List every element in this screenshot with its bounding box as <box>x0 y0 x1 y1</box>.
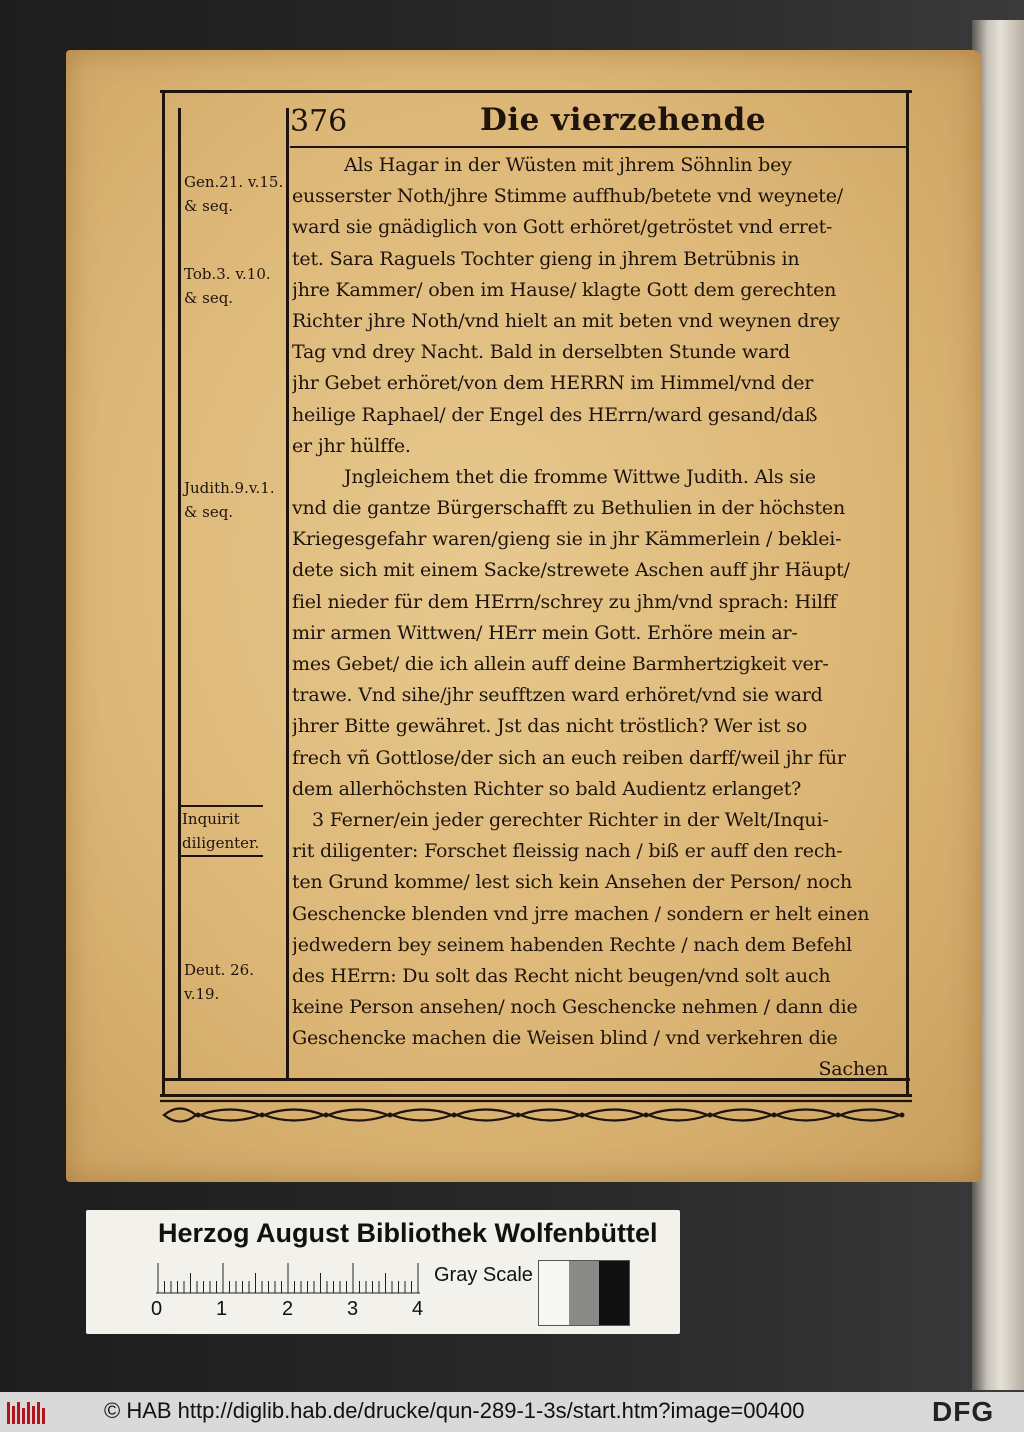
margin-notes <box>180 150 288 1050</box>
gray-patch-black <box>599 1261 629 1325</box>
text-line: dem allerhöchsten Richter so bald Audientz erlanget? <box>292 777 802 800</box>
text-line: Geschencke blenden vnd jrre machen / sondern er helt einen <box>292 902 870 925</box>
catchword: Sachen <box>818 1058 888 1081</box>
frame-rule-top <box>160 90 912 93</box>
dfg-logo: DFG <box>932 1396 995 1427</box>
text-line: jhrer Bitte gewähret. Jst das nicht tröstlich? Wer ist so <box>292 715 808 738</box>
text-line: fiel nieder für dem HErrn/schrey zu jhm/vnd sprach: Hilff <box>292 590 837 613</box>
text-line: eusserster Noth/jhre Stimme auffhub/betete vnd weynete/ <box>292 185 843 208</box>
text-line: tet. Sara Raguels Tochter gieng in jhrem Betrübnis in <box>292 247 800 270</box>
page-header <box>290 100 910 144</box>
ruler-number: 2 <box>282 1298 294 1320</box>
library-name: Herzog August Bibliothek Wolfenbüttel <box>158 1218 658 1248</box>
body-text <box>292 150 906 1086</box>
gray-patch-mid <box>569 1261 599 1325</box>
frame-rule-right <box>906 90 909 1096</box>
ruler-number: 1 <box>216 1298 228 1320</box>
text-line: dete sich mit einem Sacke/strewete Aschen auff jhr Häupt/ <box>292 559 850 582</box>
text-line: mir armen Wittwen/ HErr mein Gott. Erhöre mein ar- <box>292 621 798 644</box>
gray-patch-white <box>539 1261 569 1325</box>
text-line: jhre Kammer/ oben im Hause/ klagte Gott dem gerechten <box>292 278 837 301</box>
page-number: 376 <box>290 104 348 139</box>
text-line: Kriegesgefahr waren/gieng sie in jhr Kämmerlein / beklei- <box>292 528 842 551</box>
text-line: frech vñ Gottlose/der sich an euch reiben darff/weil jhr für <box>292 746 846 769</box>
text-line: er jhr hülffe. <box>292 434 411 457</box>
frame-rule-left-outer <box>162 90 165 1096</box>
ruler-number: 3 <box>347 1298 359 1320</box>
text-line: trawe. Vnd sihe/jhr seufftzen ward erhöret/vnd sie ward <box>292 684 823 707</box>
margin-note: Tob.3. v.10. & seq. <box>184 265 271 307</box>
hab-logo-icon <box>6 1400 50 1426</box>
text-line: Geschencke machen die Weisen blind / vnd verkehren die <box>292 1027 838 1050</box>
text-line: mes Gebet/ die ich allein auff deine Barmhertzigkeit ver- <box>292 653 829 675</box>
margin-note: Gen.21. v.15. & seq. <box>184 173 284 215</box>
margin-note: Judith.9.v.1. & seq. <box>184 479 275 521</box>
running-head: Die vierzehende <box>480 102 767 138</box>
gray-scale-label: Gray Scale <box>434 1264 533 1286</box>
gray-scale-patches <box>538 1260 630 1326</box>
text-line: keine Person ansehen/ noch Geschencke nehmen / dann die <box>292 996 858 1019</box>
ruler-scale <box>156 1262 426 1294</box>
text-line: 3 Ferner/ein jeder gerechter Richter in der Welt/Inqui- <box>312 808 829 831</box>
calibration-strip <box>86 1210 680 1334</box>
ruler-number: 0 <box>151 1298 163 1320</box>
text-line: ward sie gnädiglich von Gott erhöret/getröstet vnd erret- <box>292 216 833 239</box>
text-line: jhr Gebet erhöret/von dem HERRN im Himmel/vnd der <box>292 372 814 395</box>
text-line: Richter jhre Noth/vnd hielt an mit beten vnd weynen drey <box>292 309 840 332</box>
frame-rule-bottom-outer <box>160 1094 912 1097</box>
text-line: jedwedern bey seinem habenden Rechte / nach dem Befehl <box>292 933 852 956</box>
text-line: Jngleichem thet die fromme Wittwe Judith. Als sie <box>344 465 816 488</box>
text-line: Als Hagar in der Wüsten mit jhrem Söhnlin bey <box>344 154 792 176</box>
ornamental-border <box>160 1098 912 1132</box>
text-line: Tag vnd drey Nacht. Bald in derselbten Stunde ward <box>292 341 790 364</box>
margin-note: Deut. 26. v.19. <box>184 961 254 1003</box>
footer-bar <box>0 1392 1024 1432</box>
text-line: vnd die gantze Bürgerschafft zu Bethulien in der höchsten <box>292 497 845 520</box>
text-line: heilige Raphael/ der Engel des HErrn/ward gesand/daß <box>292 403 818 426</box>
source-url[interactable]: © HAB http://diglib.hab.de/drucke/qun-289-1-3s/start.htm?image=00400 <box>104 1398 805 1423</box>
margin-note: Inquirit diligenter. <box>180 805 263 857</box>
text-line: ten Grund komme/ lest sich kein Ansehen der Person/ noch <box>292 871 853 894</box>
text-line: des HErrn: Du solt das Recht nicht beugen/vnd solt auch <box>292 964 831 987</box>
ruler-number: 4 <box>412 1298 424 1320</box>
text-line: rit diligenter: Forschet fleissig nach / biß er auff den rech- <box>292 840 843 863</box>
frame-rule-header <box>290 146 908 148</box>
